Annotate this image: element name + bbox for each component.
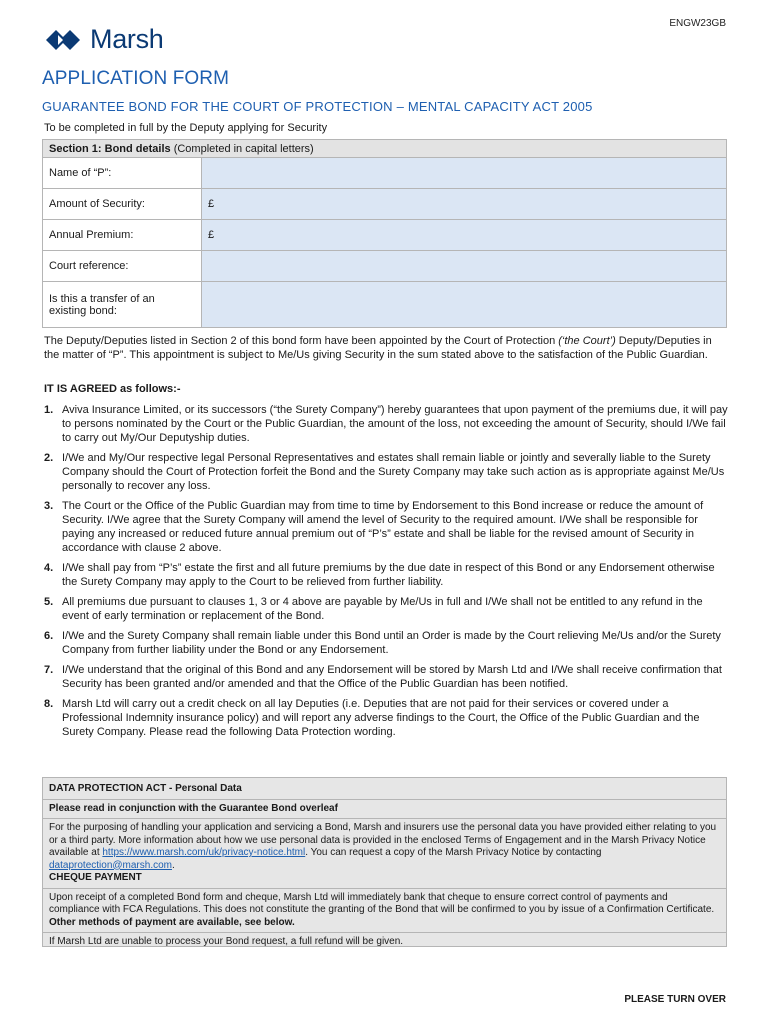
marsh-logo [44,24,164,55]
data-protection-box [42,777,727,947]
agreed-heading: IT IS AGREED as follows:- [44,383,181,395]
cheque-payment-heading: CHEQUE PAYMENT [49,872,142,883]
field-row-transfer [43,282,727,328]
amount-of-security-field[interactable]: £ [202,189,727,220]
cheque-payment-text [49,892,720,930]
dp-text-end: . [171,859,175,871]
field-row-name-of-p [43,158,727,189]
data-protection-heading: DATA PROTECTION ACT - Personal Data [49,783,242,794]
clause-item [44,403,728,445]
clause-number: 2. [44,452,54,464]
annual-premium-field[interactable]: £ [202,220,727,251]
clause-item [44,697,728,739]
field-row-annual-premium [43,220,727,251]
form-code: ENGW23GB [669,18,726,29]
divider [43,932,726,933]
field-label-transfer: Is this a transfer of an existing bond: [43,282,202,328]
court-reference-field[interactable] [202,251,727,282]
clause-item [44,663,728,691]
dp-text-after-link: . You can request a copy of the Marsh Privacy Notice by contacting [305,847,602,858]
page-subtitle: GUARANTEE BOND FOR THE COURT OF PROTECTION – MENTAL CAPACITY ACT 2005 [42,99,593,114]
clause-item [44,629,728,657]
clause-text: All premiums due pursuant to clauses 1, 3 or 4 above are payable by Me/Us in full and I/We shall not be entitled to any refund in the event of early termination or replacement of the Bond. [62,596,703,622]
refund-text: If Marsh Ltd are unable to process your Bond request, a full refund will be given. [49,936,404,947]
section1-heading-rest: (Completed in capital letters) [170,142,314,155]
bond-details-table [42,139,727,328]
clause-number: 6. [44,630,54,642]
clause-number: 8. [44,698,54,710]
clause-number: 5. [44,596,54,608]
data-protection-subheading: Please read in conjunction with the Guarantee Bond overleaf [49,802,338,814]
field-label-annual-premium: Annual Premium: [43,220,202,251]
section1-heading-bold: Section 1: Bond details [49,142,171,155]
dp-text-before-link: For the purposing of handling your application and servicing a Bond, Marsh and insurers use the personal data you have provided either relating to you or a third party. More information about how we use personal data is provided in the enclosed Terms of Engagement and in the Marsh Privacy Notice available at [49,822,717,858]
marsh-logo-icon [44,27,84,53]
clause-text: The Court or the Office of the Public Guardian may from time to time by Endorsement to this Bond increase or reduce the amount of Security. I/We agree that the Surety Company will amend the level of Security to the required amount. I/We shall be responsible for paying any increased or reduced future annual premium out of “P’s” estate and shall be liable for the revised amount of Security in accordance with clause 2 above. [62,500,704,554]
intro-text: To be completed in full by the Deputy applying for Security [44,122,328,134]
appointment-text: The Deputy/Deputies listed in Section 2 of this bond form have been appointed by the Court of Protection [44,335,559,347]
clause-item [44,561,728,589]
field-label-name-of-p: Name of “P”: [43,158,202,189]
clause-text: I/We and My/Our respective legal Personal Representatives and estates shall remain liable or jointly and severally liable to the Surety Company should the Court of Protection forfeit the Bond and the Surety Company may take such action as is appropriate against Me/Us personally to recover any loss. [62,452,725,492]
data-protection-text [49,822,720,872]
clause-number: 3. [44,500,54,512]
clause-text: I/We understand that the original of this Bond and any Endorsement will be stored by Marsh Ltd and I/We shall receive confirmation that Security has been granted and/or amended and that the Office of the Public Guardian has been notified. [62,664,722,690]
appointment-text-2: Deputy/Deputies in the matter of “P”. This appointment is subject to Me/Us giving Security in the sum stated above to the satisfaction of the Public Guardian. [44,335,712,361]
clause-text: Aviva Insurance Limited, or its successors (“the Surety Company”) hereby guarantees that upon payment of the premiums due, it will pay to persons nominated by the Court or the Public Guardian, the amount of the loss, not exceeding the amount of Security, should I/We fail to carry out My/Our Deputyship duties. [62,404,728,444]
clause-text: I/We and the Surety Company shall remain liable under this Bond until an Order is made by the Court relieving Me/Us and/or the Surety Company from further liability under the Bond or any Endorsement. [62,630,721,656]
divider [43,799,726,800]
logo-text: Marsh [90,24,164,54]
clause-number: 7. [44,664,54,676]
name-of-p-field[interactable] [202,158,727,189]
clause-item [44,595,728,623]
field-row-amount-of-security [43,189,727,220]
clauses-list [44,403,728,745]
clause-text: I/We shall pay from “P’s” estate the first and all future premiums by the due date in respect of this Bond or any Endorsement otherwise the Surety Company may apply to the Court to be relieved from further liability. [62,562,715,588]
cheque-bold-text: Other methods of payment are available, see below. [49,916,295,928]
divider [43,818,726,819]
divider [43,888,726,889]
field-label-amount-of-security: Amount of Security: [43,189,202,220]
clause-item [44,451,728,493]
section1-heading [43,140,727,158]
privacy-notice-link[interactable]: https://www.marsh.com/uk/privacy-notice.html [102,847,306,858]
transfer-existing-bond-field[interactable] [202,282,727,328]
field-row-court-reference [43,251,727,282]
dataprotection-email-link[interactable]: dataprotection@marsh.com [49,859,172,871]
clause-number: 4. [44,562,54,574]
clause-item [44,499,728,555]
please-turn-over: PLEASE TURN OVER [624,994,726,1005]
cheque-text: Upon receipt of a completed Bond form and cheque, Marsh Ltd will immediately bank that cheque to ensure correct control of payments and compliance with FCA Regulations. This does not constitute the granting of the Bond that will be confirmed to you by issue of a Confirmation Certificate. [49,891,715,915]
clause-text: Marsh Ltd will carry out a credit check on all lay Deputies (i.e. Deputies that are not paid for their services or covered under a Professional Indemnity insurance policy) and will report any adverse findings to the Court, the Office of the Public Guardian and the Surety Company. Please read the following Data Protection wording. [62,698,700,738]
field-label-court-reference: Court reference: [43,251,202,282]
section1-header-row [43,140,727,158]
page-title: APPLICATION FORM [42,68,230,89]
appointment-court-italic: (‘the Court’) [558,335,616,347]
clause-number: 1. [44,404,54,416]
appointment-paragraph [44,334,724,362]
